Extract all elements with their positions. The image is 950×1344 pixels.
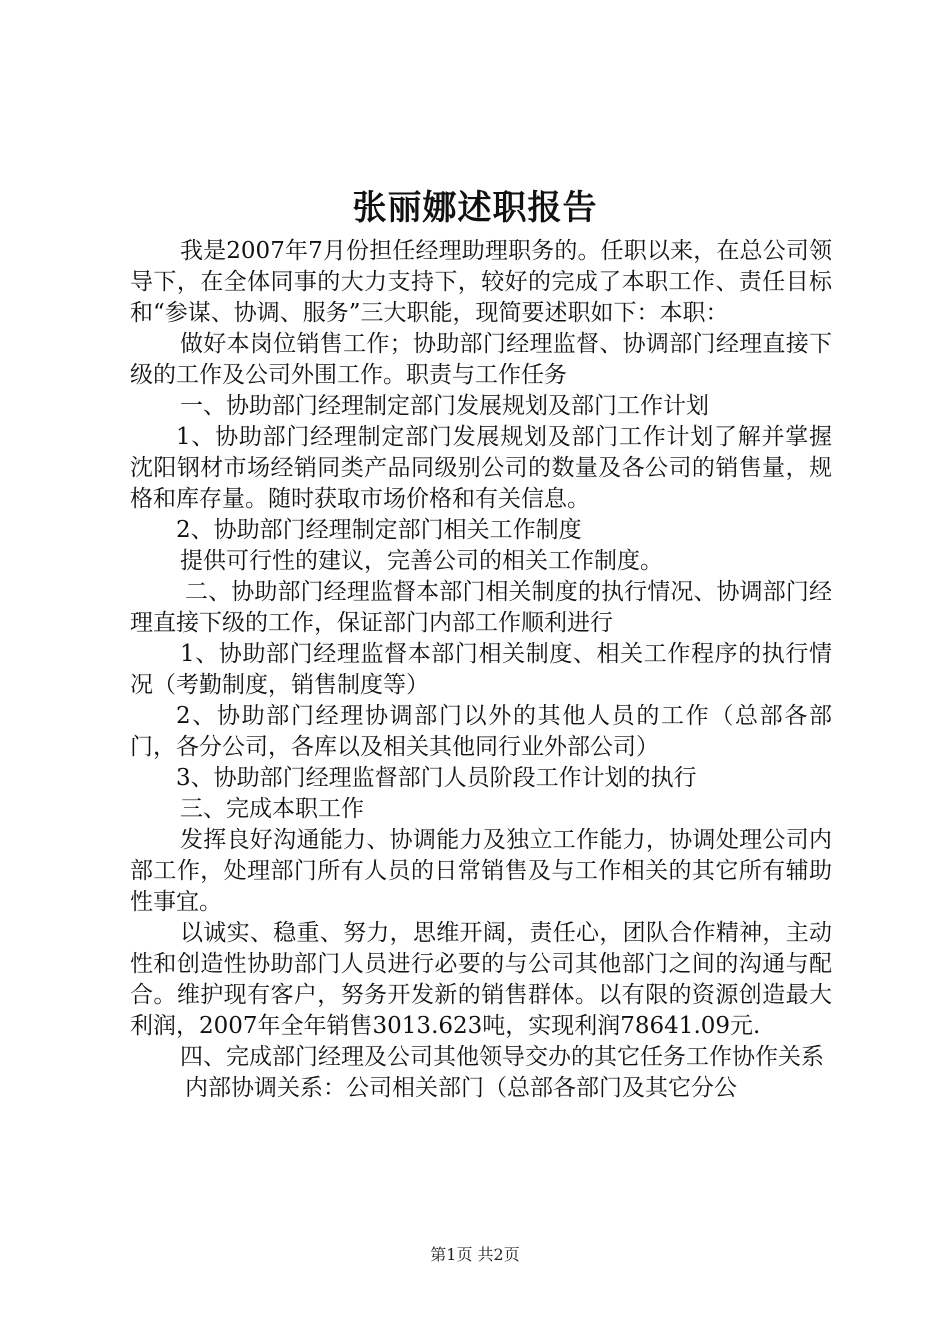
- paragraph-item-1-2: 2、协助部门经理制定部门相关工作制度: [176, 517, 582, 543]
- paragraph-duty: 做好本岗位销售工作；协助部门经理监督、协调部门经理直接下级的工作及公司外围工作。职责与工作任务: [130, 331, 832, 388]
- paragraph-internal-relations: 内部协调关系：公司相关部门（总部各部门及其它分公: [185, 1075, 737, 1101]
- document-body: [130, 236, 832, 1104]
- paragraph-results: 以诚实、稳重、努力，思维开阔，责任心，团队合作精神，主动性和创造性协助部门人员进行必要的与公司其他部门之间的沟通与配合。维护现有客户，努务开发新的销售群体。以有限的资源创造最大利润，2007年全年销售3013.623吨，实现利润78641.09元.: [130, 920, 832, 1039]
- paragraph-communication: 发挥良好沟通能力、协调能力及独立工作能力，协调处理公司内部工作，处理部门所有人员的日常销售及与工作相关的其它所有辅助性事宜。: [130, 827, 832, 915]
- paragraph-item-1-1: 1、协助部门经理制定部门发展规划及部门工作计划了解并掌握沈阳钢材市场经销同类产品同级别公司的数量及各公司的销售量，规格和库存量。随时获取市场价格和有关信息。: [130, 424, 832, 512]
- paragraph-item-2-2: 2、协助部门经理协调部门以外的其他人员的工作（总部各部门，各分公司，各库以及相关其他同行业外部公司）: [130, 703, 832, 760]
- paragraph-suggestion: 提供可行性的建议，完善公司的相关工作制度。: [180, 548, 663, 574]
- section-heading-2: 二、协助部门经理监督本部门相关制度的执行情况、协调部门经理直接下级的工作，保证部门内部工作顺利进行: [130, 579, 832, 636]
- paragraph-intro: 我是2007年7月份担任经理助理职务的。任职以来，在总公司领导下，在全体同事的大力支持下，较好的完成了本职工作、责任目标和“参谋、协调、服务”三大职能，现简要述职如下：本职：: [130, 238, 832, 326]
- section-heading-4: 四、完成部门经理及公司其他领导交办的其它任务工作协作关系: [180, 1044, 824, 1070]
- page-footer: 第1页 共2页: [430, 1245, 520, 1264]
- paragraph-item-2-1: 1、协助部门经理监督本部门相关制度、相关工作程序的执行情况（考勤制度，销售制度等）: [130, 641, 832, 698]
- section-heading-3: 三、完成本职工作: [180, 796, 364, 822]
- document-title: 张丽娜述职报告: [352, 188, 598, 228]
- section-heading-1: 一、协助部门经理制定部门发展规划及部门工作计划: [180, 393, 709, 419]
- paragraph-item-2-3: 3、协助部门经理监督部门人员阶段工作计划的执行: [176, 765, 697, 791]
